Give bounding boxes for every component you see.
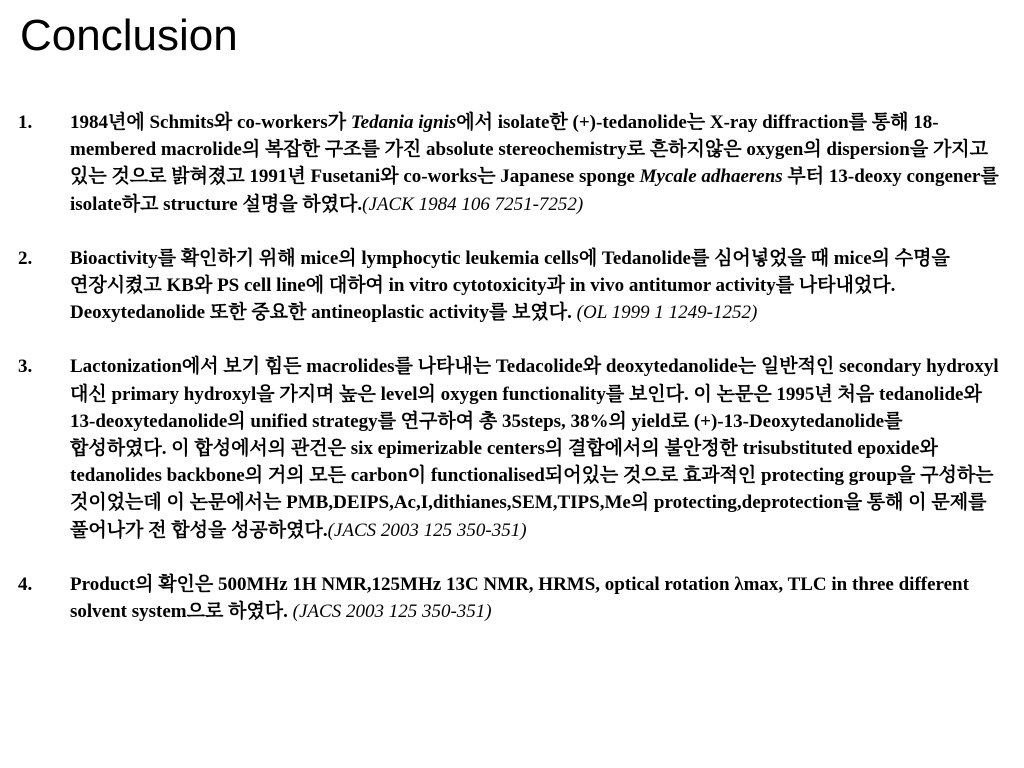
conclusion-item-3: [18, 353, 1002, 543]
conclusion-item-2: [18, 245, 1002, 327]
species-name: Tedania ignis: [350, 112, 457, 133]
item-number: 3.: [18, 356, 33, 378]
item-number: 1.: [18, 112, 33, 133]
item-text: Product의 확인은 500MHz 1H NMR,125MHz 13C NMR, HRMS, optical rotation λmax, TLC in three different solvent system으로 하였다.: [70, 573, 969, 623]
citation: (JACS 2003 125 350-351): [292, 601, 492, 623]
item-text: 부터 13-deoxy congener를 isolate하고 structure 설명을 하였다.: [70, 166, 999, 215]
item-text: Lactonization에서 보기 힘든 macrolides를 나타내는 Tedacolide와 deoxytedanolide는 일반적인 secondary hydroxyl 대신 primary hydroxyl을 가지며 높은 level의 oxygen functionality를 보인다. 이 논문은 1995년 처음 tedanolide와 13-deoxytedanolide의 unified strategy를 연구하여 총 35steps, 38%의 yield로 (+)-13-Deoxytedanolide를 합성하였다. 이 합성에서의 관건은 six epimerizable centers의 결합에서의 불안정한 trisubstituted epoxide와 tedanolides backbone의 거의 모든 carbon이 functionalised되어있는 것으로 효과적인 protecting group을 구성하는 것이었는데 이 논문에서는 PMB,DEIPS,Ac,I,dithianes,SEM,TIPS,Me의 protecting,deprotection을 통해 이 문제를 풀어나가 전 합성을 성공하였다.: [70, 356, 999, 541]
item-text: Bioactivity를 확인하기 위해 mice의 lymphocytic leukemia cells에 Tedanolide를 심어넣었을 때 mice의 수명을 연장시켰고 KB와 PS cell line에 대하여 in vitro cytotoxicity과 in vivo antitumor activity를 나타내었다. Deoxytedanolide 또한 중요한 antineoplastic activity를 보였다.: [70, 247, 950, 324]
species-name: Mycale adhaerens: [639, 166, 783, 188]
conclusion-item-4: [18, 571, 1002, 625]
citation: (JACK 1984 106 7251-7252): [362, 193, 584, 215]
citation: (JACS 2003 125 350-351): [327, 519, 527, 541]
item-number: 4.: [18, 573, 33, 595]
conclusion-item-1: [18, 109, 1002, 218]
item-text: 에서 isolate한 (+)-tedanolide는 X-ray diffraction를 통해 18-membered macrolide의 복잡한 구조를 가진 absolute stereochemistry로 흔하지않은 oxygen의 dispersion을 가지고 있는 것으로 밝혀졌고 1991년 Fusetani와 co-works는 Japanese sponge: [70, 112, 989, 188]
slide-title: Conclusion: [20, 11, 238, 60]
citation: (OL 1999 1 1249-1252): [576, 302, 758, 324]
item-text: 1984년에 Schmits와 co-workers가: [70, 112, 351, 133]
conclusion-list: [18, 109, 1002, 652]
item-number: 2.: [18, 247, 33, 269]
